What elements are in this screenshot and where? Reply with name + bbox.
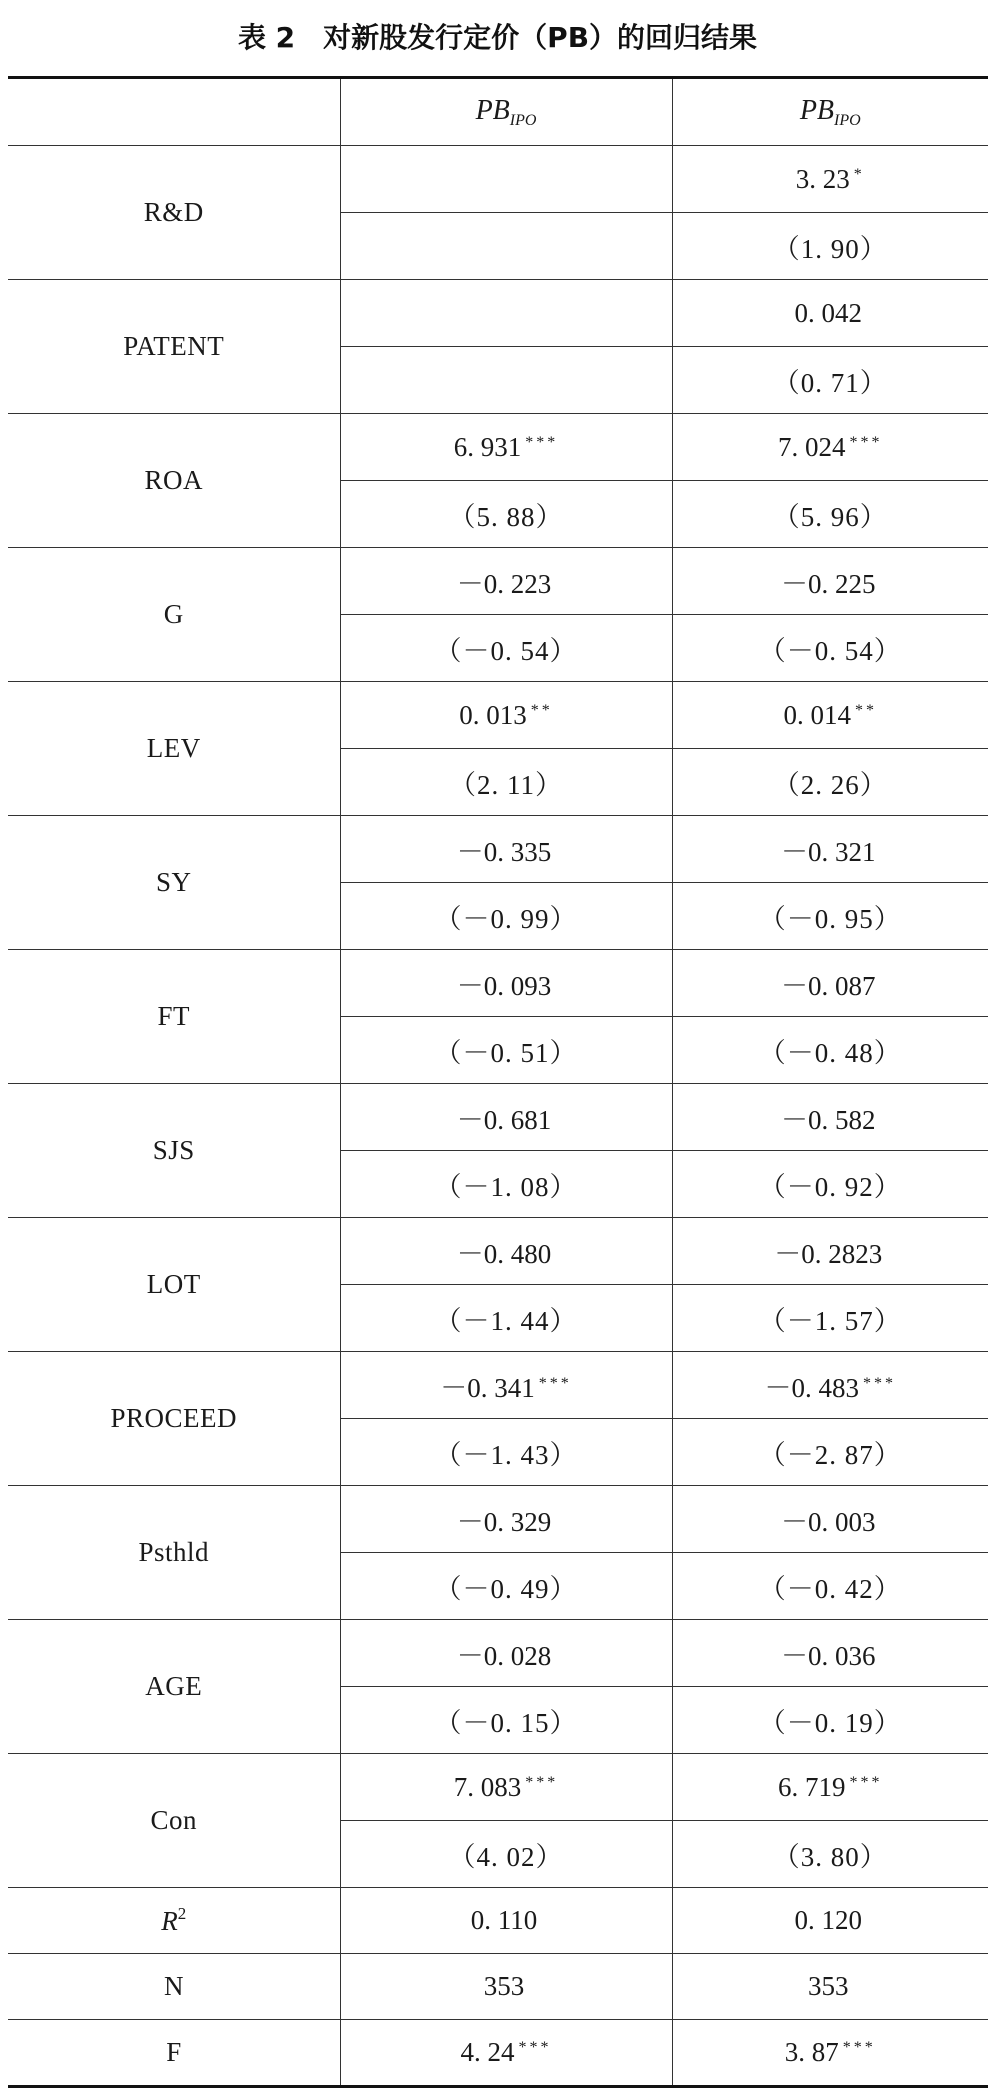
coef-row	[8, 1352, 988, 1419]
stat-row	[8, 1954, 988, 2020]
model2-tstat-cell	[672, 883, 988, 950]
model2-coef-cell	[672, 1352, 988, 1419]
model2-tstat-cell	[672, 615, 988, 682]
variable-name-cell	[8, 1084, 340, 1218]
model1-tstat-cell	[340, 481, 672, 548]
coef-row	[8, 146, 988, 213]
header-model2-label: $PB_{IPO}$	[799, 94, 861, 129]
model2-tstat: （5. 96）	[772, 501, 888, 532]
model2-tstat-cell	[672, 481, 988, 548]
stat-label: N	[164, 1971, 184, 2001]
coef-row	[8, 1754, 988, 1821]
model2-significance: ***	[849, 433, 883, 451]
header-model2-cell	[672, 78, 988, 146]
variable-name: PROCEED	[110, 1403, 238, 1433]
coef-row	[8, 280, 988, 347]
model1-significance: ***	[518, 2039, 552, 2056]
model1-coef: －0. 093	[456, 970, 552, 1001]
model2-stat: 353	[808, 1971, 849, 2001]
model2-stat-cell	[672, 1888, 988, 1954]
model2-coef-cell	[672, 280, 988, 347]
model1-stat-cell	[340, 1954, 672, 2020]
model1-significance: ***	[538, 1374, 572, 1392]
model2-coef-cell	[672, 1084, 988, 1151]
model1-tstat: （－1. 08）	[434, 1171, 578, 1202]
model2-coef: －0. 087	[781, 970, 876, 1001]
model1-tstat-cell	[340, 1151, 672, 1218]
model1-coef-cell	[340, 1352, 672, 1419]
variable-name-cell	[8, 1218, 340, 1352]
model2-coef: －0. 582	[781, 1104, 876, 1135]
model2-coef: 0. 042	[794, 297, 862, 328]
variable-name: FT	[157, 1001, 190, 1031]
variable-name: SJS	[152, 1135, 195, 1165]
coef-row	[8, 414, 988, 481]
model2-coef-cell	[672, 816, 988, 883]
model2-tstat: （1. 90）	[772, 233, 888, 264]
model2-coef: －0. 003	[781, 1506, 876, 1537]
model1-coef-cell	[340, 146, 672, 213]
coef-row	[8, 548, 988, 615]
model1-tstat-cell	[340, 1821, 672, 1888]
model2-coef: －0. 483	[764, 1372, 859, 1403]
model1-significance: **	[530, 701, 553, 719]
model2-tstat-cell	[672, 1821, 988, 1888]
model1-tstat-cell	[340, 1285, 672, 1352]
model1-coef-cell	[340, 280, 672, 347]
variable-name-cell	[8, 950, 340, 1084]
model1-coef: －0. 480	[456, 1238, 552, 1269]
header-variable-cell	[8, 78, 340, 146]
model1-coef-cell	[340, 682, 672, 749]
model1-tstat: （5. 88）	[448, 501, 564, 532]
model2-tstat: （2. 26）	[772, 769, 888, 800]
variable-name: Con	[150, 1805, 197, 1835]
model1-tstat: （－1. 44）	[434, 1305, 578, 1336]
coef-row	[8, 1486, 988, 1553]
model1-coef: －0. 028	[456, 1640, 552, 1671]
model1-coef-cell	[340, 1218, 672, 1285]
model2-tstat: （－0. 92）	[758, 1171, 902, 1202]
model1-coef: －0. 329	[456, 1506, 552, 1537]
model2-tstat: （－0. 48）	[758, 1037, 902, 1068]
header-row	[8, 78, 988, 146]
model2-coef-cell	[672, 950, 988, 1017]
model2-significance: ***	[849, 1773, 883, 1791]
variable-name-cell	[8, 682, 340, 816]
model1-tstat: （4. 02）	[448, 1841, 564, 1872]
model2-coef: －0. 321	[781, 836, 876, 867]
stat-row	[8, 2020, 988, 2087]
model1-tstat: （2. 11）	[449, 769, 563, 800]
model2-coef-cell	[672, 1754, 988, 1821]
model2-coef-cell	[672, 146, 988, 213]
model1-coef-cell	[340, 414, 672, 481]
variable-name-cell	[8, 414, 340, 548]
model1-stat-cell	[340, 2020, 672, 2087]
model1-significance: ***	[525, 1773, 559, 1791]
model2-tstat-cell	[672, 347, 988, 414]
model1-tstat-cell	[340, 1687, 672, 1754]
model1-tstat: （－1. 43）	[434, 1439, 578, 1470]
model2-tstat-cell	[672, 1553, 988, 1620]
variable-name-cell	[8, 146, 340, 280]
model2-significance: *	[853, 165, 865, 183]
table-title: 表 2 对新股发行定价（PB）的回归结果	[237, 21, 758, 54]
model1-tstat: （－0. 51）	[434, 1037, 578, 1068]
model2-tstat-cell	[672, 1151, 988, 1218]
coef-row	[8, 950, 988, 1017]
model1-tstat: （－0. 99）	[434, 903, 578, 934]
model1-coef: －0. 335	[456, 836, 552, 867]
model2-stat-cell	[672, 1954, 988, 2020]
variable-name: G	[163, 599, 184, 629]
variable-name: Psthld	[138, 1537, 210, 1567]
variable-name: LOT	[146, 1269, 201, 1299]
model1-coef-cell	[340, 950, 672, 1017]
variable-name: PATENT	[123, 331, 225, 361]
model2-tstat: （3. 80）	[772, 1841, 888, 1872]
model1-stat: 0. 110	[470, 1905, 538, 1935]
stat-label: F	[166, 2037, 182, 2067]
model2-coef: 7. 024	[778, 431, 846, 462]
model1-coef: －0. 223	[456, 568, 552, 599]
coef-row	[8, 816, 988, 883]
model1-coef-cell	[340, 816, 672, 883]
coef-row	[8, 1218, 988, 1285]
variable-name: LEV	[146, 733, 201, 763]
model2-stat: 3. 87	[784, 2037, 839, 2067]
model2-stat: 0. 120	[794, 1905, 862, 1935]
model2-coef-cell	[672, 1218, 988, 1285]
model2-coef: －0. 2823	[774, 1238, 883, 1269]
model2-tstat-cell	[672, 1017, 988, 1084]
model1-tstat: （－0. 15）	[434, 1707, 578, 1738]
model1-tstat-cell	[340, 1017, 672, 1084]
model2-stat-cell	[672, 2020, 988, 2087]
model1-stat-cell	[340, 1888, 672, 1954]
model1-tstat: （－0. 49）	[434, 1573, 578, 1604]
model2-tstat: （0. 71）	[772, 367, 888, 398]
model2-coef-cell	[672, 548, 988, 615]
model1-tstat-cell	[340, 1419, 672, 1486]
model2-tstat-cell	[672, 213, 988, 280]
model2-coef: 3. 23	[795, 163, 850, 194]
model1-coef: 6. 931	[453, 431, 522, 462]
variable-name-cell	[8, 548, 340, 682]
model2-coef-cell	[672, 1486, 988, 1553]
model2-coef: －0. 225	[781, 568, 876, 599]
model2-significance: ***	[863, 1374, 896, 1392]
variable-name-cell	[8, 1754, 340, 1888]
model1-coef: －0. 681	[456, 1104, 552, 1135]
model2-tstat: （－2. 87）	[758, 1439, 902, 1470]
model2-coef: 0. 014	[783, 699, 851, 730]
regression-table	[8, 76, 988, 2088]
variable-name: ROA	[144, 465, 203, 495]
model2-tstat-cell	[672, 1687, 988, 1754]
model1-tstat: （－0. 54）	[434, 635, 578, 666]
variable-name-cell	[8, 1620, 340, 1754]
variable-name-cell	[8, 280, 340, 414]
stat-label-cell	[8, 1954, 340, 2020]
model2-tstat: （－0. 19）	[758, 1707, 902, 1738]
variable-name: SY	[155, 867, 192, 897]
model1-stat: 4. 24	[460, 2037, 515, 2067]
stat-label: $R^2$	[161, 1904, 187, 1936]
model2-tstat: （－0. 95）	[758, 903, 902, 934]
variable-name-cell	[8, 1352, 340, 1486]
model2-coef-cell	[672, 414, 988, 481]
coef-row	[8, 682, 988, 749]
model1-coef-cell	[340, 1084, 672, 1151]
model2-coef: 6. 719	[778, 1771, 846, 1802]
model1-coef-cell	[340, 1754, 672, 1821]
model1-coef: 7. 083	[453, 1771, 522, 1802]
model2-significance: **	[855, 701, 877, 719]
model1-coef-cell	[340, 1486, 672, 1553]
header-model1-label: $PB_{IPO}$	[475, 94, 537, 129]
stat-label-cell	[8, 2020, 340, 2087]
model2-coef: －0. 036	[781, 1640, 876, 1671]
model2-tstat-cell	[672, 749, 988, 816]
variable-name: R&D	[143, 197, 204, 227]
model1-tstat-cell	[340, 749, 672, 816]
model2-significance: ***	[842, 2039, 876, 2056]
stat-row	[8, 1888, 988, 1954]
model2-tstat: （－1. 57）	[758, 1305, 902, 1336]
stat-label-cell	[8, 1888, 340, 1954]
model2-coef-cell	[672, 1620, 988, 1687]
model1-tstat-cell	[340, 213, 672, 280]
variable-name-cell	[8, 816, 340, 950]
model1-tstat-cell	[340, 883, 672, 950]
model1-tstat-cell	[340, 615, 672, 682]
model1-tstat-cell	[340, 1553, 672, 1620]
variable-name: AGE	[145, 1671, 203, 1701]
model2-tstat-cell	[672, 1419, 988, 1486]
header-model1-cell	[340, 78, 672, 146]
model1-coef-cell	[340, 1620, 672, 1687]
model2-coef-cell	[672, 682, 988, 749]
model1-significance: ***	[525, 433, 559, 451]
model1-coef: 0. 013	[459, 699, 527, 730]
model1-stat: 353	[483, 1971, 525, 2001]
model1-coef: －0. 341	[440, 1372, 535, 1403]
coef-row	[8, 1084, 988, 1151]
coef-row	[8, 1620, 988, 1687]
model2-tstat-cell	[672, 1285, 988, 1352]
model1-tstat-cell	[340, 347, 672, 414]
variable-name-cell	[8, 1486, 340, 1620]
model2-tstat: （－0. 54）	[758, 635, 902, 666]
model1-coef-cell	[340, 548, 672, 615]
model2-tstat: （－0. 42）	[758, 1573, 902, 1604]
